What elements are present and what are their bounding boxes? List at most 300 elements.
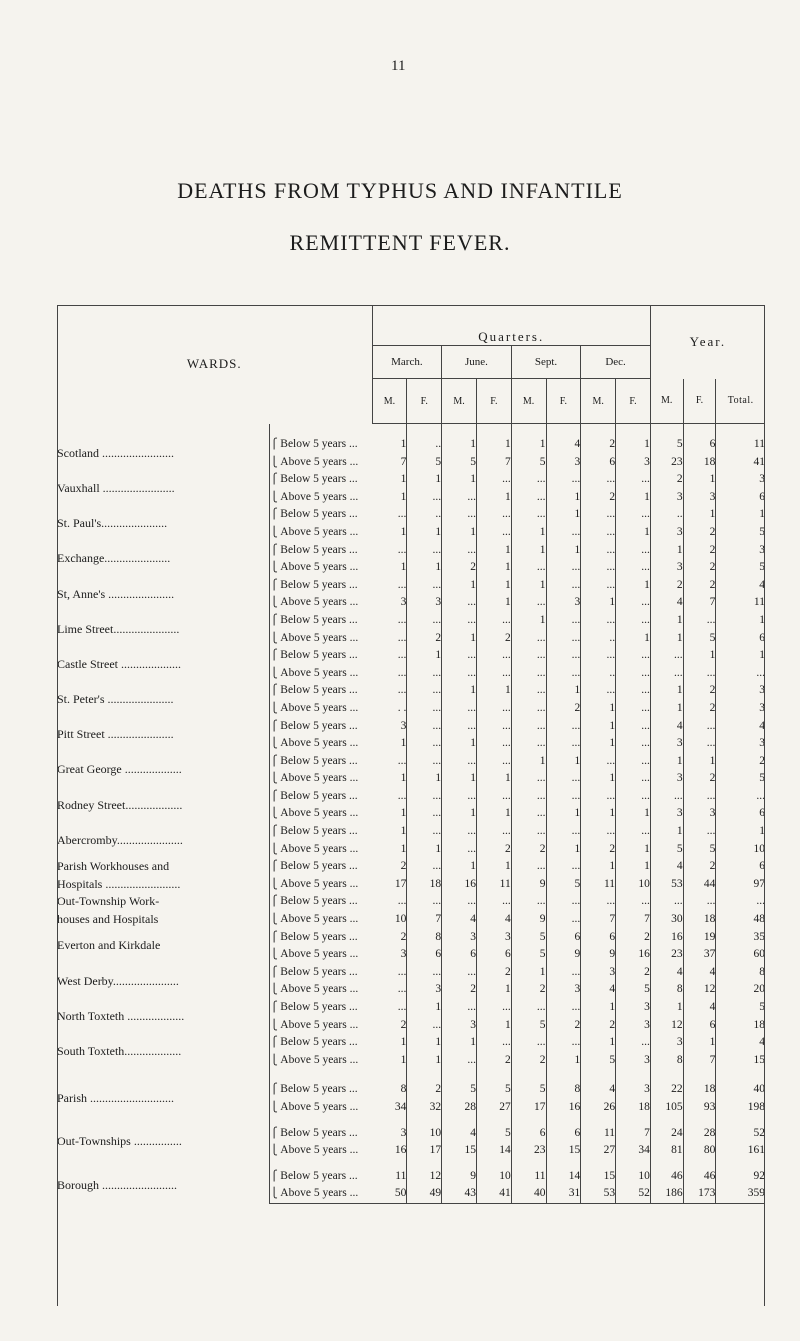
value-cell: ...: [397, 649, 407, 662]
value-cell: ...: [683, 788, 716, 806]
value-cell: 2: [581, 841, 616, 859]
value-cell: 12: [650, 1017, 683, 1035]
value-cell: 34: [394, 1100, 407, 1113]
value-cell: 1: [407, 999, 442, 1017]
table-row: [57, 753, 765, 771]
value-cell: ...: [407, 805, 442, 823]
brace-icon: ⎧: [270, 1127, 281, 1139]
value-cell: 1: [616, 858, 651, 876]
value-cell: 60: [716, 946, 765, 964]
value-cell: ...: [546, 735, 581, 753]
value-cell: ...: [397, 684, 407, 697]
value-cell: 81: [650, 1142, 683, 1160]
value-cell: 1: [511, 436, 546, 454]
age-group-label: [270, 577, 372, 595]
value-cell: 8: [546, 1081, 581, 1099]
value-cell: 5: [650, 841, 683, 859]
value-cell: 2: [683, 700, 716, 718]
value-cell: 1: [616, 841, 651, 859]
brace-icon: ⎧: [270, 790, 281, 802]
value-cell: 15: [581, 1168, 616, 1186]
value-cell: 15: [442, 1142, 477, 1160]
ward-name-line: Hospitals .........................: [57, 876, 181, 891]
value-cell: 1: [683, 753, 716, 771]
value-cell: 1: [407, 1052, 442, 1070]
value-cell: 12: [683, 981, 716, 999]
value-cell: ...: [407, 893, 442, 911]
value-cell: 1: [400, 1036, 407, 1049]
value-cell: 23: [650, 454, 683, 472]
sex-header: M.: [650, 379, 683, 424]
value-cell: 41: [716, 454, 765, 472]
age-label-text: Above 5 years ...: [280, 737, 359, 750]
value-cell: 1: [683, 471, 716, 489]
value-cell: 17: [407, 1142, 442, 1160]
ward-name-line: St. Paul's......................: [57, 516, 168, 531]
age-group-label: [270, 630, 372, 648]
ward-name-line: Abercromby......................: [57, 832, 183, 847]
value-cell: ...: [511, 858, 546, 876]
age-label-text: Above 5 years ...: [280, 561, 359, 574]
value-cell: 3: [442, 1017, 477, 1035]
value-cell: 80: [683, 1142, 716, 1160]
brace-icon: ⎩: [270, 808, 281, 820]
value-cell: 2: [683, 682, 716, 700]
month-header: Sept.: [511, 346, 581, 379]
age-group-label: [270, 735, 372, 753]
value-cell: 2: [442, 981, 477, 999]
age-group-label: [270, 647, 372, 665]
brace-icon: ⎩: [270, 667, 281, 679]
age-group-label: [270, 1052, 372, 1070]
month-header: June.: [442, 346, 512, 379]
age-label-text: Below 5 years ...: [280, 719, 358, 732]
value-cell: 1: [400, 561, 407, 574]
value-cell: 3: [650, 524, 683, 542]
table-row: [57, 999, 765, 1017]
value-cell: 4: [716, 718, 765, 736]
value-cell: 53: [581, 1185, 616, 1203]
value-cell: 18: [716, 1017, 765, 1035]
value-cell: 6: [683, 1017, 716, 1035]
value-cell: ...: [442, 753, 477, 771]
value-cell: ...: [397, 613, 407, 626]
value-cell: ...: [407, 964, 442, 982]
age-label-text: Above 5 years ...: [280, 772, 359, 785]
brace-icon: ⎧: [270, 614, 281, 626]
value-cell: ...: [476, 524, 511, 542]
brace-icon: ⎩: [270, 632, 281, 644]
title-line-1: DEATHS FROM TYPHUS AND INFANTILE: [177, 178, 623, 203]
age-group-label: [270, 1125, 372, 1143]
value-cell: ...: [716, 788, 765, 806]
value-cell: 23: [511, 1142, 546, 1160]
value-cell: ...: [546, 999, 581, 1017]
age-label-text: Above 5 years ...: [280, 1144, 359, 1157]
value-cell: ...: [650, 893, 683, 911]
value-cell: 1: [650, 823, 683, 841]
value-cell: 4: [581, 981, 616, 999]
ward-name-line: Parish ............................: [57, 1091, 174, 1106]
value-cell: 1: [476, 436, 511, 454]
age-group-label: [270, 858, 372, 876]
brace-icon: ⎧: [270, 896, 281, 908]
value-cell: ...: [546, 665, 581, 683]
sex-header: M.: [372, 379, 407, 424]
value-cell: 11: [395, 1169, 407, 1182]
value-cell: 5: [683, 841, 716, 859]
value-cell: 7: [616, 1125, 651, 1143]
age-group-label: [270, 542, 372, 560]
value-cell: 23: [650, 946, 683, 964]
brace-icon: ⎩: [270, 562, 281, 574]
value-cell: 10: [716, 841, 765, 859]
value-cell: 4: [650, 594, 683, 612]
value-cell: 1: [442, 436, 477, 454]
value-cell: 1: [400, 807, 407, 820]
value-cell: ...: [407, 577, 442, 595]
value-cell: 18: [683, 911, 716, 929]
value-cell: 1: [616, 577, 651, 595]
age-group-label: [270, 893, 372, 911]
value-cell: 1: [650, 630, 683, 648]
age-label-text: Above 5 years ...: [280, 666, 359, 679]
value-cell: ..: [407, 436, 442, 454]
value-cell: ...: [442, 489, 477, 507]
value-cell: ...: [616, 471, 651, 489]
brace-icon: ⎧: [270, 685, 281, 697]
value-cell: ...: [546, 647, 581, 665]
value-cell: 18: [616, 1099, 651, 1117]
value-cell: 4: [683, 999, 716, 1017]
value-cell: ...: [581, 559, 616, 577]
value-cell: ...: [616, 753, 651, 771]
value-cell: 3: [716, 471, 765, 489]
sex-header: F.: [407, 379, 442, 424]
age-group-label: [270, 594, 372, 612]
value-cell: 1: [400, 1053, 407, 1066]
value-cell: 41: [476, 1185, 511, 1203]
deaths-table: [57, 305, 765, 1204]
table-row: [57, 542, 765, 560]
age-group-label: [270, 788, 372, 806]
age-label-text: Above 5 years ...: [280, 631, 359, 644]
sex-header: F.: [546, 379, 581, 424]
value-cell: 4: [716, 1034, 765, 1052]
ward-name: [57, 999, 270, 1034]
table-row: [57, 929, 765, 947]
value-cell: 2: [400, 930, 407, 943]
value-cell: 161: [716, 1142, 765, 1160]
value-cell: 1: [476, 559, 511, 577]
value-cell: 1: [546, 489, 581, 507]
value-cell: 1: [616, 805, 651, 823]
value-cell: 5: [407, 454, 442, 472]
age-label-text: Below 5 years ...: [280, 825, 358, 838]
value-cell: 6: [511, 1125, 546, 1143]
value-cell: 2: [581, 489, 616, 507]
value-cell: 7: [476, 454, 511, 472]
value-cell: 3: [683, 489, 716, 507]
ward-name-line: houses and Hospitals: [57, 912, 159, 927]
value-cell: ...: [397, 1001, 407, 1013]
value-cell: ...: [546, 823, 581, 841]
ward-name-line: South Toxteth...................: [57, 1043, 182, 1058]
brace-icon: ⎧: [270, 861, 281, 873]
value-cell: ...: [397, 631, 407, 644]
brace-icon: ⎧: [270, 931, 281, 943]
value-cell: 4: [716, 577, 765, 595]
brace-icon: ⎧: [270, 509, 281, 521]
value-cell: 8: [400, 1083, 407, 1096]
value-cell: ...: [546, 858, 581, 876]
brace-icon: ⎧: [270, 720, 281, 732]
value-cell: 3: [407, 981, 442, 999]
value-cell: 1: [683, 1034, 716, 1052]
value-cell: 24: [650, 1125, 683, 1143]
value-cell: 37: [683, 946, 716, 964]
value-cell: ...: [511, 489, 546, 507]
value-cell: 14: [476, 1142, 511, 1160]
value-cell: ..: [581, 665, 616, 683]
brace-icon: ⎧: [270, 474, 281, 486]
value-cell: 32: [407, 1099, 442, 1117]
ward-name: [57, 577, 270, 612]
ward-name: [57, 542, 270, 577]
value-cell: 1: [476, 981, 511, 999]
value-cell: ...: [581, 506, 616, 524]
value-cell: ...: [397, 754, 407, 767]
value-cell: ...: [397, 983, 407, 996]
value-cell: 10: [407, 1125, 442, 1143]
table-row: [57, 893, 765, 911]
ward-name: [57, 1125, 270, 1160]
value-cell: 28: [683, 1125, 716, 1143]
value-cell: 11: [511, 1168, 546, 1186]
value-cell: 5: [476, 1125, 511, 1143]
brace-icon: ⎧: [270, 826, 281, 838]
value-cell: 1: [616, 630, 651, 648]
table-row: [57, 823, 765, 841]
value-cell: 92: [716, 1168, 765, 1186]
age-label-text: Below 5 years ...: [280, 965, 358, 978]
age-label-text: Above 5 years ...: [280, 1053, 359, 1066]
table-row: [57, 718, 765, 736]
total-header: Total.: [716, 379, 765, 424]
value-cell: ...: [581, 542, 616, 560]
value-cell: 1: [476, 577, 511, 595]
ward-name-line: St, Anne's ......................: [57, 586, 175, 601]
value-cell: 5: [476, 1081, 511, 1099]
value-cell: 46: [650, 1168, 683, 1186]
value-cell: 18: [683, 1081, 716, 1099]
value-cell: ...: [581, 612, 616, 630]
value-cell: ...: [546, 964, 581, 982]
value-cell: 1: [476, 858, 511, 876]
value-cell: ...: [511, 893, 546, 911]
value-cell: 27: [581, 1142, 616, 1160]
value-cell: ...: [407, 1017, 442, 1035]
value-cell: 5: [511, 929, 546, 947]
value-cell: 1: [546, 841, 581, 859]
value-cell: ...: [616, 665, 651, 683]
value-cell: ...: [476, 612, 511, 630]
value-cell: 16: [442, 876, 477, 894]
value-cell: 10: [616, 876, 651, 894]
page-number: 11: [391, 58, 406, 74]
value-cell: 1: [581, 700, 616, 718]
value-cell: 4: [442, 911, 477, 929]
value-cell: 2: [650, 471, 683, 489]
value-cell: ...: [397, 965, 407, 978]
value-cell: 1: [400, 473, 407, 486]
age-group-label: [270, 506, 372, 524]
value-cell: ...: [683, 718, 716, 736]
value-cell: ...: [397, 508, 407, 521]
value-cell: 1: [407, 559, 442, 577]
value-cell: ...: [476, 700, 511, 718]
value-cell: ...: [511, 735, 546, 753]
ward-name: [57, 436, 270, 471]
age-group-label: [270, 1081, 372, 1099]
value-cell: 44: [683, 876, 716, 894]
age-label-text: Above 5 years ...: [280, 455, 359, 468]
value-cell: ...: [407, 735, 442, 753]
ward-name-line: Everton and Kirkdale: [57, 938, 161, 953]
table-row: [57, 506, 765, 524]
value-cell: 1: [442, 524, 477, 542]
value-cell: 1: [546, 542, 581, 560]
value-cell: 1: [476, 770, 511, 788]
value-cell: ...: [683, 893, 716, 911]
ward-name-line: Great George ...................: [57, 762, 182, 777]
value-cell: 17: [511, 1099, 546, 1117]
brace-icon: ⎩: [270, 773, 281, 785]
age-group-label: [270, 612, 372, 630]
value-cell: 3: [616, 1052, 651, 1070]
age-label-text: Below 5 years ...: [280, 1126, 358, 1139]
value-cell: 5: [511, 1081, 546, 1099]
value-cell: ...: [683, 823, 716, 841]
value-cell: 3: [650, 770, 683, 788]
ward-name-line: Castle Street ....................: [57, 656, 181, 671]
value-cell: ...: [476, 647, 511, 665]
value-cell: ...: [546, 1034, 581, 1052]
value-cell: ..: [581, 630, 616, 648]
value-cell: 2: [546, 1017, 581, 1035]
value-cell: 4: [650, 964, 683, 982]
value-cell: ...: [511, 559, 546, 577]
brace-icon: ⎩: [270, 491, 281, 503]
value-cell: 19: [683, 929, 716, 947]
value-cell: 1: [476, 489, 511, 507]
value-cell: ...: [616, 612, 651, 630]
value-cell: 1: [546, 1052, 581, 1070]
value-cell: ...: [442, 665, 477, 683]
age-label-text: Above 5 years ...: [280, 1018, 359, 1031]
value-cell: 1: [716, 612, 765, 630]
ward-name-line: Pitt Street ......................: [57, 727, 174, 742]
value-cell: 6: [716, 630, 765, 648]
ward-name: [57, 788, 270, 823]
value-cell: 7: [683, 594, 716, 612]
month-header: March.: [372, 346, 442, 379]
value-cell: 5: [683, 630, 716, 648]
brace-icon: ⎩: [270, 1054, 281, 1066]
age-label-text: Above 5 years ...: [280, 807, 359, 820]
value-cell: 93: [683, 1099, 716, 1117]
table-row: [57, 647, 765, 665]
age-label-text: Above 5 years ...: [280, 490, 359, 503]
value-cell: 4: [581, 1081, 616, 1099]
value-cell: ...: [511, 788, 546, 806]
sex-header: F.: [616, 379, 651, 424]
value-cell: ...: [683, 612, 716, 630]
value-cell: ...: [442, 612, 477, 630]
value-cell: 1: [476, 542, 511, 560]
value-cell: 28: [442, 1099, 477, 1117]
value-cell: 6: [716, 858, 765, 876]
age-label-text: Below 5 years ...: [280, 684, 358, 697]
value-cell: ...: [511, 770, 546, 788]
value-cell: ..: [650, 506, 683, 524]
value-cell: 16: [546, 1099, 581, 1117]
age-label-text: Below 5 years ...: [280, 1169, 358, 1182]
value-cell: 2: [400, 860, 407, 873]
value-cell: 2: [716, 753, 765, 771]
sex-header: M.: [511, 379, 546, 424]
value-cell: 3: [650, 489, 683, 507]
value-cell: ...: [650, 665, 683, 683]
age-label-text: Above 5 years ...: [280, 913, 359, 926]
ward-name: [57, 682, 270, 717]
value-cell: 1: [407, 841, 442, 859]
value-cell: 1: [581, 718, 616, 736]
value-cell: 52: [716, 1125, 765, 1143]
value-cell: 9: [511, 911, 546, 929]
value-cell: 2: [407, 1081, 442, 1099]
value-cell: 9: [546, 946, 581, 964]
table-row: [57, 682, 765, 700]
value-cell: 3: [650, 735, 683, 753]
value-cell: ...: [442, 823, 477, 841]
value-cell: 1: [616, 436, 651, 454]
value-cell: 1: [650, 753, 683, 771]
ward-name: [57, 929, 270, 964]
value-cell: 1: [400, 825, 407, 838]
ward-name: [57, 1168, 270, 1204]
age-label-text: Below 5 years ...: [280, 649, 358, 662]
value-cell: ...: [476, 506, 511, 524]
value-cell: 1: [650, 682, 683, 700]
value-cell: ...: [616, 788, 651, 806]
value-cell: 3: [616, 999, 651, 1017]
value-cell: 14: [546, 1168, 581, 1186]
value-cell: ...: [616, 893, 651, 911]
value-cell: 1: [716, 647, 765, 665]
value-cell: 35: [716, 929, 765, 947]
age-label-text: Below 5 years ...: [280, 860, 358, 873]
value-cell: 1: [683, 506, 716, 524]
value-cell: 1: [407, 1034, 442, 1052]
table-row: [57, 964, 765, 982]
value-cell: 3: [616, 454, 651, 472]
value-cell: 1: [581, 805, 616, 823]
value-cell: 6: [581, 929, 616, 947]
value-cell: ...: [476, 471, 511, 489]
value-cell: ...: [407, 542, 442, 560]
table-row: [57, 471, 765, 489]
